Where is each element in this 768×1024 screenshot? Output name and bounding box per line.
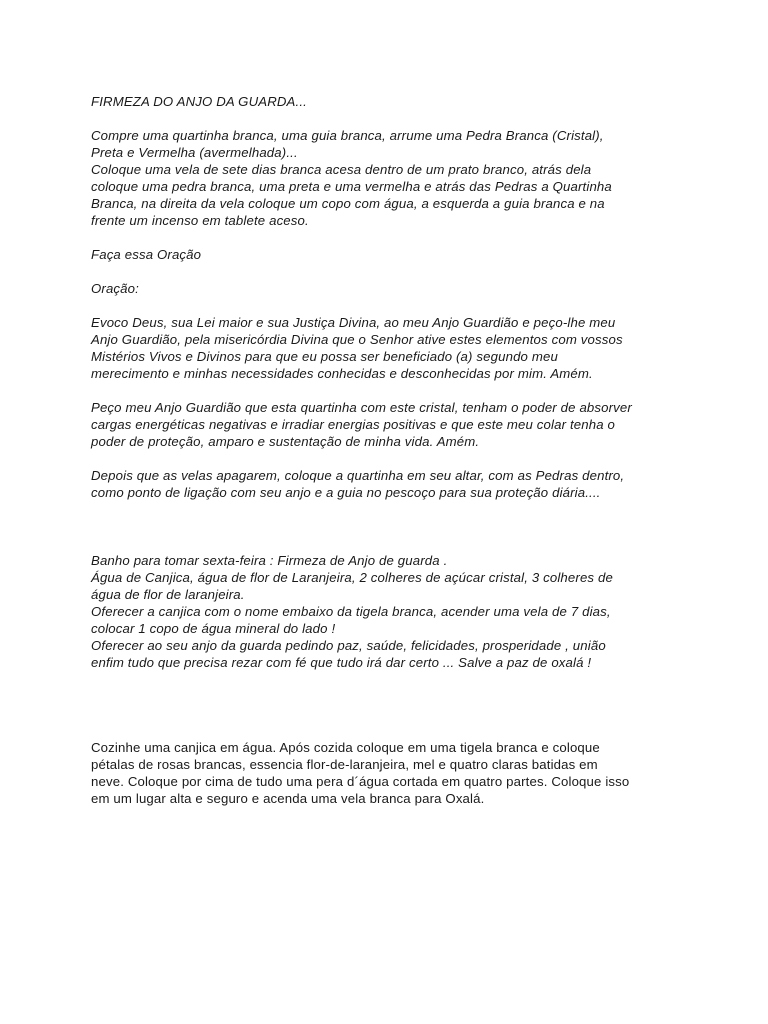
- instruction-paragraph: [91, 246, 691, 263]
- text-line: Branca, na direita da vela coloque um copo com água, a esquerda a guia branca e na: [91, 196, 605, 211]
- text-line: enfim tudo que precisa rezar com fé que tudo irá dar certo ... Salve a paz de oxalá !: [91, 655, 592, 670]
- text-line: Cozinhe uma canjica em água. Após cozida coloque em uma tigela branca e coloque: [91, 740, 600, 755]
- text-line: Água de Canjica, água de flor de Laranjeira, 2 colheres de açúcar cristal, 3 colheres de: [91, 570, 613, 585]
- document-title: [91, 93, 691, 110]
- text-line: pétalas de rosas brancas, essencia flor-de-laranjeira, mel e quatro claras batidas em: [91, 757, 598, 772]
- text-line: colocar 1 copo de água mineral do lado !: [91, 621, 336, 636]
- intro-paragraph: [91, 127, 691, 229]
- text-line: Anjo Guardião, pela misericórdia Divina que o Senhor ative estes elementos com vossos: [91, 332, 623, 347]
- text-line: Oferecer ao seu anjo da guarda pedindo paz, saúde, felicidades, prosperidade , união: [91, 638, 606, 653]
- text-line: Peço meu Anjo Guardião que esta quartinha com este cristal, tenham o poder de absorver: [91, 400, 632, 415]
- text-line: Oferecer a canjica com o nome embaixo da tigela branca, acender uma vela de 7 dias,: [91, 604, 611, 619]
- text-line: Banho para tomar sexta-feira : Firmeza de Anjo de guarda .: [91, 553, 448, 568]
- text-line: Oração:: [91, 281, 139, 296]
- text-line: neve. Coloque por cima de tudo uma pera d´água cortada em quatro partes. Coloque isso: [91, 774, 630, 789]
- text-line: em um lugar alta e seguro e acenda uma vela branca para Oxalá.: [91, 791, 485, 806]
- text-line: frente um incenso em tablete aceso.: [91, 213, 309, 228]
- text-line: água de flor de laranjeira.: [91, 587, 245, 602]
- text-line: Faça essa Oração: [91, 247, 202, 262]
- text-line: Compre uma quartinha branca, uma guia branca, arrume uma Pedra Branca (Cristal),: [91, 128, 604, 143]
- title-line: FIRMEZA DO ANJO DA GUARDA...: [91, 94, 307, 109]
- spacer: [91, 688, 691, 739]
- text-line: Coloque uma vela de sete dias branca acesa dentro de um prato branco, atrás dela: [91, 162, 592, 177]
- prayer-paragraph-1: [91, 314, 691, 382]
- text-line: merecimento e minhas necessidades conhecidas e desconhecidas por mim. Amém.: [91, 366, 593, 381]
- document-page: [91, 93, 691, 824]
- spacer: [91, 518, 691, 552]
- text-line: Evoco Deus, sua Lei maior e sua Justiça Divina, ao meu Anjo Guardião e peço-lhe meu: [91, 315, 616, 330]
- text-line: Depois que as velas apagarem, coloque a quartinha em seu altar, com as Pedras dentro,: [91, 468, 625, 483]
- text-line: Mistérios Vivos e Divinos para que eu possa ser beneficiado (a) segundo meu: [91, 349, 558, 364]
- text-line: poder de proteção, amparo e sustentação de minha vida. Amém.: [91, 434, 480, 449]
- text-line: coloque uma pedra branca, uma preta e uma vermelha e atrás das Pedras a Quartinha: [91, 179, 612, 194]
- text-line: cargas energéticas negativas e irradiar energias positivas e que este meu colar tenha o: [91, 417, 615, 432]
- prayer-paragraph-2: [91, 399, 691, 450]
- recipe-paragraph: [91, 739, 691, 807]
- after-paragraph: [91, 467, 691, 501]
- bath-paragraph: [91, 552, 691, 671]
- text-line: Preta e Vermelha (avermelhada)...: [91, 145, 298, 160]
- text-line: como ponto de ligação com seu anjo e a guia no pescoço para sua proteção diária....: [91, 485, 601, 500]
- prayer-heading: [91, 280, 691, 297]
